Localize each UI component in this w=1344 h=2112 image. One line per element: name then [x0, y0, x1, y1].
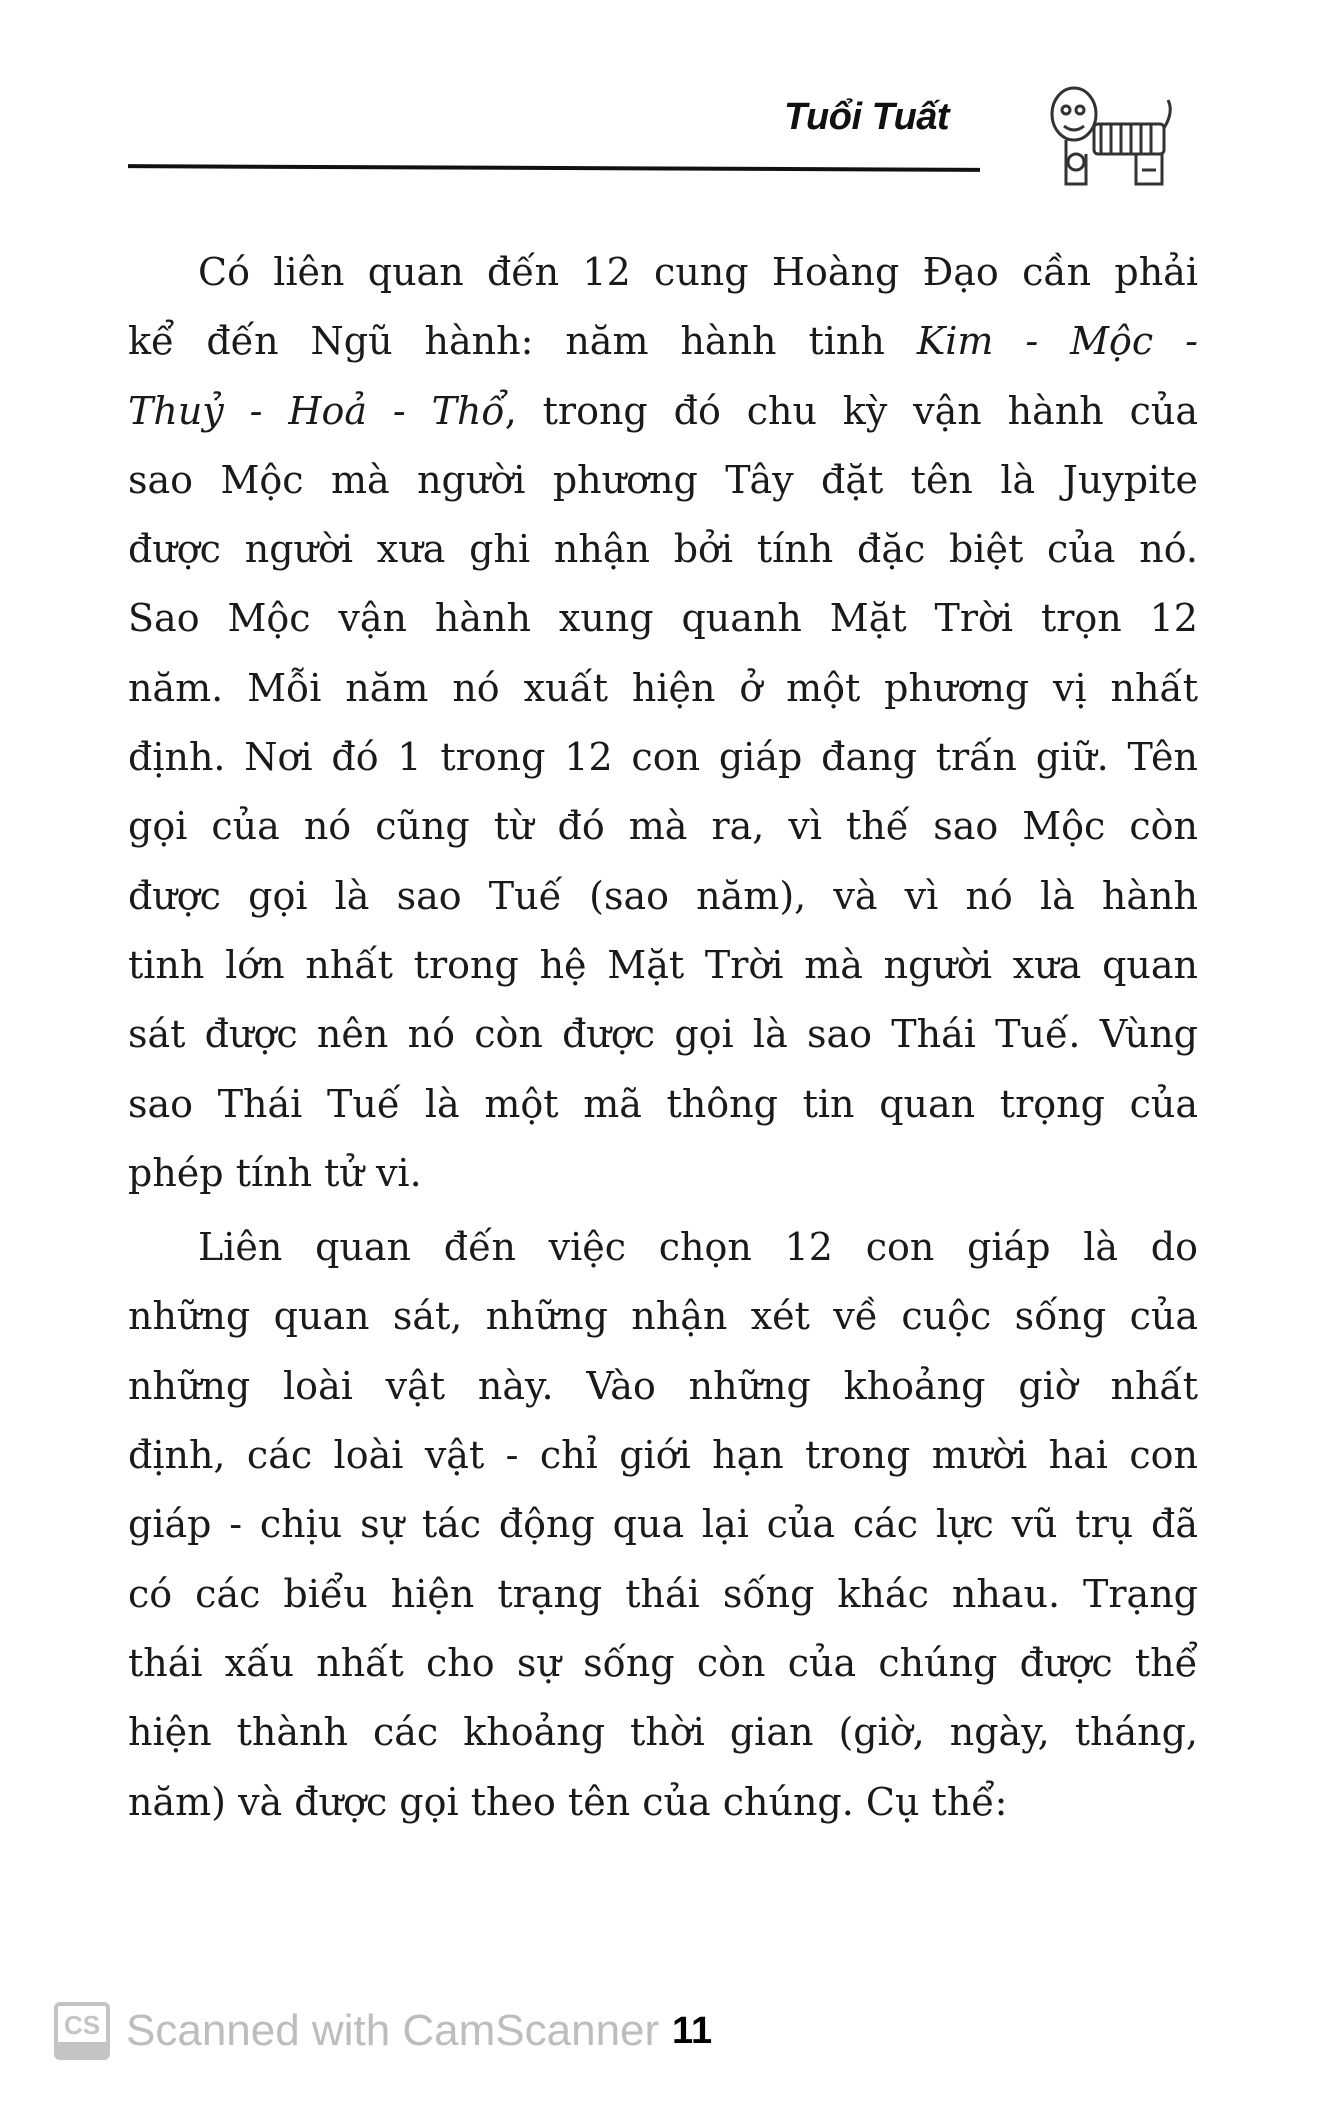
italic-text-run: Thuỷ - Hoả - Thổ	[128, 388, 505, 433]
text-line: năm) và được gọi theo tên của chúng. Cụ thể:	[128, 1779, 1008, 1824]
text-line: năm. Mỗi năm nó xuất hiện ở một phương vị nhất	[128, 665, 1198, 710]
dog-icon	[1046, 84, 1176, 192]
text-line: tinh lớn nhất trong hệ Mặt Trời mà người xưa quan	[128, 942, 1198, 987]
paragraph-1	[128, 238, 1198, 1208]
text-line: được người xưa ghi nhận bởi tính đặc biệt của nó.	[128, 527, 1198, 572]
text-line: gọi của nó cũng từ đó mà ra, vì thế sao Mộc còn	[128, 804, 1198, 849]
text-line: định, các loài vật - chỉ giới hạn trong mười hai con	[128, 1433, 1198, 1478]
text-line: giáp - chịu sự tác động qua lại của các lực vũ trụ đã	[128, 1502, 1198, 1547]
text-line: sao Thái Tuế là một mã thông tin quan trọng của	[128, 1081, 1198, 1126]
text-run: kể đến Ngũ hành: năm hành tinh	[128, 319, 917, 364]
text-line: có các biểu hiện trạng thái sống khác nhau. Trạng	[128, 1571, 1198, 1616]
text-line: phép tính tử vi.	[128, 1150, 422, 1195]
text-line: Sao Mộc vận hành xung quanh Mặt Trời trọn 12	[128, 596, 1198, 641]
text-line: sát được nên nó còn được gọi là sao Thái Tuế. Vùng	[128, 1012, 1198, 1057]
text-line	[128, 307, 1198, 376]
text-line: những loài vật này. Vào những khoảng giờ nhất	[128, 1363, 1198, 1408]
text-run: , trong đó chu kỳ vận hành của	[504, 388, 1199, 433]
camscanner-watermark	[54, 2002, 659, 2060]
page-number: 11	[672, 2010, 713, 2052]
text-line: sao Mộc mà người phương Tây đặt tên là Juypite	[128, 457, 1198, 502]
paragraph-2	[128, 1213, 1198, 1837]
text-line	[128, 377, 1198, 446]
text-line: được gọi là sao Tuế (sao năm), và vì nó là hành	[128, 873, 1198, 918]
text-line: Có liên quan đến 12 cung Hoàng Đạo cần phải	[198, 250, 1198, 294]
italic-text-run: Kim - Mộc -	[916, 319, 1198, 364]
text-line: những quan sát, những nhận xét về cuộc sống của	[128, 1294, 1198, 1339]
text-line: hiện thành các khoảng thời gian (giờ, ngày, tháng,	[128, 1710, 1198, 1755]
running-header-title: Tuổi Tuất	[784, 96, 950, 138]
body-text	[128, 238, 1198, 1842]
camscanner-logo-icon: CS	[54, 2002, 110, 2060]
text-line: Liên quan đến việc chọn 12 con giáp là do	[198, 1225, 1198, 1270]
watermark-text: Scanned with CamScanner	[126, 2006, 660, 2055]
header-rule	[128, 164, 980, 172]
text-line: định. Nơi đó 1 trong 12 con giáp đang trấn giữ. Tên	[128, 735, 1198, 780]
text-line: thái xấu nhất cho sự sống còn của chúng được thể	[128, 1640, 1198, 1685]
